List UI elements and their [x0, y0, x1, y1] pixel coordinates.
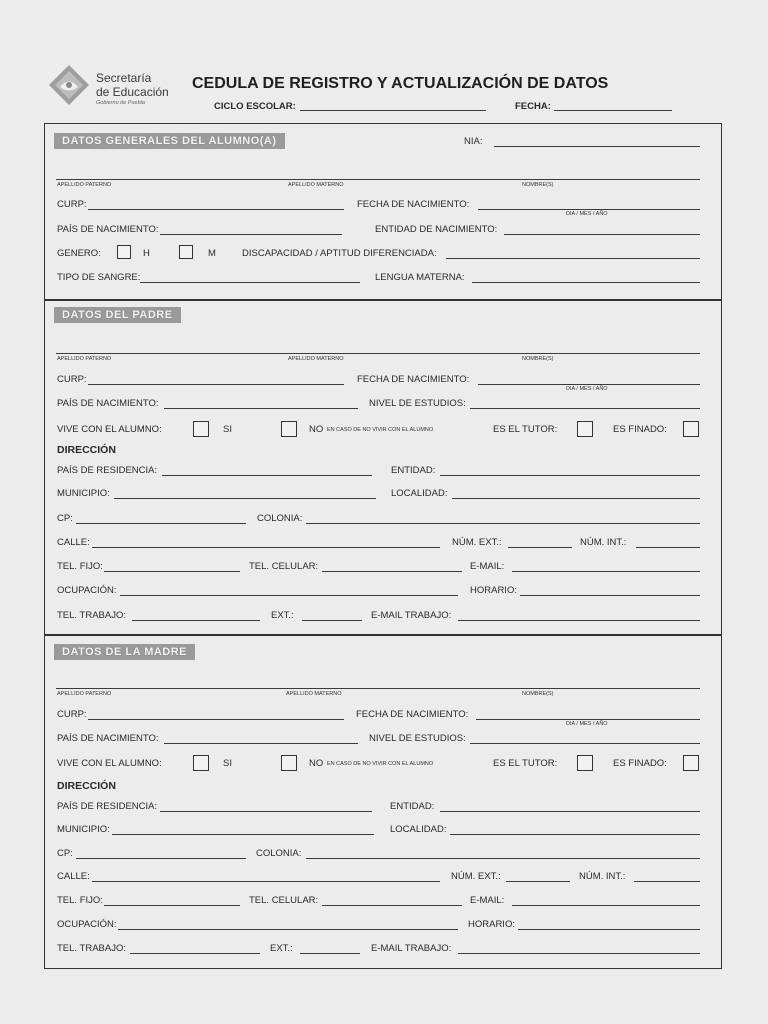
padre-tel-celular-label: TEL. CELULAR: — [249, 561, 319, 572]
madre-curp-label: CURP: — [57, 709, 87, 720]
padre-tel-fijo-label: TEL. FIJO: — [57, 561, 103, 572]
madre-vive-si-checkbox[interactable] — [193, 755, 209, 771]
apellido-materno-caption: APELLIDO MATERNO — [288, 182, 344, 188]
madre-localidad-field[interactable] — [450, 834, 700, 835]
madre-tel-fijo-label: TEL. FIJO: — [57, 895, 103, 906]
padre-ext-label: EXT.: — [271, 610, 294, 621]
padre-entidad-field[interactable] — [440, 475, 700, 476]
secretaria-logo-icon — [48, 64, 90, 106]
madre-entidad-field[interactable] — [440, 811, 700, 812]
padre-calle-field[interactable] — [92, 547, 440, 548]
entidad-nacimiento-label: ENTIDAD DE NACIMIENTO: — [375, 224, 498, 235]
madre-pais-residencia-label: PAÍS DE RESIDENCIA: — [57, 801, 158, 812]
padre-tel-celular-field[interactable] — [322, 571, 462, 572]
ciclo-label: CICLO ESCOLAR: — [214, 101, 296, 112]
madre-vive-label: VIVE CON EL ALUMNO: — [57, 758, 162, 769]
padre-apellido-paterno-caption: APELLIDO PATERNO — [57, 356, 112, 362]
madre-email-trabajo-label: E-MAIL TRABAJO: — [371, 943, 452, 954]
padre-cp-label: CP: — [57, 513, 73, 524]
dia-mes-ano-caption: DIA / MES / AÑO — [566, 211, 608, 217]
nia-field[interactable] — [494, 146, 700, 147]
padre-name-field[interactable] — [56, 353, 700, 354]
madre-si-label: SI — [223, 758, 232, 769]
madre-colonia-field[interactable] — [306, 858, 700, 859]
padre-num-ext-field[interactable] — [508, 547, 572, 548]
madre-tutor-label: ES EL TUTOR: — [493, 758, 558, 769]
fecha-nacimiento-label: FECHA DE NACIMIENTO: — [357, 199, 470, 210]
padre-email-trabajo-field[interactable] — [458, 620, 700, 621]
madre-tel-fijo-field[interactable] — [104, 905, 240, 906]
padre-pais-residencia-field[interactable] — [162, 475, 372, 476]
padre-ocupacion-field[interactable] — [120, 595, 458, 596]
madre-pais-residencia-field[interactable] — [160, 811, 372, 812]
padre-municipio-field[interactable] — [114, 498, 376, 499]
padre-tutor-label: ES EL TUTOR: — [493, 424, 558, 435]
madre-fecha-nacimiento-field[interactable] — [476, 719, 700, 720]
padre-fecha-nacimiento-field[interactable] — [478, 384, 700, 385]
madre-tel-celular-label: TEL. CELULAR: — [249, 895, 319, 906]
logo-line-2: de Educación — [96, 85, 169, 99]
madre-dia-mes-ano-caption: DIA / MES / AÑO — [566, 721, 608, 727]
madre-fecha-nacimiento-label: FECHA DE NACIMIENTO: — [356, 709, 469, 720]
madre-nombres-caption: NOMBRE(S) — [522, 691, 554, 697]
madre-finado-label: ES FINADO: — [613, 758, 667, 769]
padre-entidad-label: ENTIDAD: — [391, 465, 436, 476]
madre-calle-label: CALLE: — [57, 871, 90, 882]
padre-nombres-caption: NOMBRE(S) — [522, 356, 554, 362]
padre-dia-mes-ano-caption: DIA / MES / AÑO — [566, 386, 608, 392]
padre-horario-field[interactable] — [520, 595, 700, 596]
madre-municipio-label: MUNICIPIO: — [57, 824, 110, 835]
logo-line-3: Gobierno de Puebla — [96, 100, 145, 106]
padre-email-field[interactable] — [512, 571, 700, 572]
madre-cp-label: CP: — [57, 848, 73, 859]
madre-direccion-heading: DIRECCIÓN — [57, 780, 116, 792]
curp-label: CURP: — [57, 199, 87, 210]
fecha-nacimiento-field[interactable] — [478, 209, 700, 210]
padre-finado-checkbox[interactable] — [683, 421, 699, 437]
padre-num-int-field[interactable] — [636, 547, 700, 548]
padre-direccion-heading: DIRECCIÓN — [57, 444, 116, 456]
madre-ocupacion-field[interactable] — [118, 929, 458, 930]
fecha-field[interactable] — [554, 110, 672, 111]
nombres-caption: NOMBRE(S) — [522, 182, 554, 188]
madre-localidad-label: LOCALIDAD: — [390, 824, 447, 835]
padre-no-note: EN CASO DE NO VIVIR CON EL ALUMNO — [327, 427, 434, 433]
genero-h-label: H — [143, 248, 150, 259]
madre-heading: DATOS DE LA MADRE — [54, 644, 195, 660]
nia-label: NIA: — [464, 136, 483, 147]
pais-nacimiento-field[interactable] — [160, 234, 342, 235]
padre-finado-label: ES FINADO: — [613, 424, 667, 435]
madre-vive-no-checkbox[interactable] — [281, 755, 297, 771]
madre-name-field[interactable] — [56, 688, 700, 689]
madre-email-label: E-MAIL: — [470, 895, 505, 906]
padre-vive-no-checkbox[interactable] — [281, 421, 297, 437]
padre-municipio-label: MUNICIPIO: — [57, 488, 110, 499]
padre-num-ext-label: NÚM. EXT.: — [452, 537, 502, 548]
madre-ext-field[interactable] — [300, 953, 360, 954]
madre-calle-field[interactable] — [92, 881, 440, 882]
padre-fecha-nacimiento-label: FECHA DE NACIMIENTO: — [357, 374, 470, 385]
genero-m-checkbox[interactable] — [179, 245, 193, 259]
madre-ocupacion-label: OCUPACIÓN: — [57, 919, 117, 930]
madre-tel-trabajo-field[interactable] — [130, 953, 260, 954]
madre-email-field[interactable] — [512, 905, 700, 906]
padre-heading: DATOS DEL PADRE — [54, 307, 181, 323]
padre-pais-residencia-label: PAÍS DE RESIDENCIA: — [57, 465, 158, 476]
alumno-name-field[interactable] — [56, 179, 700, 180]
padre-si-label: SI — [223, 424, 232, 435]
madre-colonia-label: COLONIA: — [256, 848, 302, 859]
lengua-materna-field[interactable] — [472, 282, 700, 283]
lengua-materna-label: LENGUA MATERNA: — [375, 272, 465, 283]
discapacidad-label: DISCAPACIDAD / APTITUD DIFERENCIADA: — [242, 248, 437, 259]
padre-horario-label: HORARIO: — [470, 585, 517, 596]
madre-tel-celular-field[interactable] — [322, 905, 462, 906]
padre-tel-trabajo-label: TEL. TRABAJO: — [57, 610, 126, 621]
madre-horario-field[interactable] — [518, 929, 700, 930]
madre-ext-label: EXT.: — [270, 943, 293, 954]
genero-label: GENERO: — [57, 248, 101, 259]
madre-nivel-estudios-field[interactable] — [470, 743, 700, 744]
entidad-nacimiento-field[interactable] — [504, 234, 700, 235]
padre-calle-label: CALLE: — [57, 537, 90, 548]
fecha-label: FECHA: — [515, 101, 551, 112]
padre-pais-nacimiento-label: PAÍS DE NACIMIENTO: — [57, 398, 159, 409]
madre-tel-trabajo-label: TEL. TRABAJO: — [57, 943, 126, 954]
madre-horario-label: HORARIO: — [468, 919, 515, 930]
madre-num-ext-field[interactable] — [506, 881, 570, 882]
padre-email-label: E-MAIL: — [470, 561, 505, 572]
padre-nivel-estudios-field[interactable] — [470, 408, 700, 409]
madre-entidad-label: ENTIDAD: — [390, 801, 435, 812]
madre-no-label: NO — [309, 758, 324, 769]
curp-field[interactable] — [88, 209, 344, 210]
madre-no-note: EN CASO DE NO VIVIR CON EL ALUMNO — [327, 761, 434, 767]
padre-email-trabajo-label: E-MAIL TRABAJO: — [371, 610, 452, 621]
ciclo-field[interactable] — [300, 110, 486, 111]
padre-ext-field[interactable] — [302, 620, 362, 621]
madre-tutor-checkbox[interactable] — [577, 755, 593, 771]
madre-num-int-label: NÚM. INT.: — [579, 871, 626, 882]
alumno-heading: DATOS GENERALES DEL ALUMNO(A) — [54, 133, 285, 149]
padre-localidad-label: LOCALIDAD: — [391, 488, 448, 499]
padre-tutor-checkbox[interactable] — [577, 421, 593, 437]
genero-h-checkbox[interactable] — [117, 245, 131, 259]
tipo-sangre-label: TIPO DE SANGRE: — [57, 272, 141, 283]
madre-num-ext-label: NÚM. EXT.: — [451, 871, 501, 882]
discapacidad-field[interactable] — [446, 258, 700, 259]
padre-localidad-field[interactable] — [452, 498, 700, 499]
padre-tel-fijo-field[interactable] — [104, 571, 240, 572]
padre-vive-label: VIVE CON EL ALUMNO: — [57, 424, 162, 435]
pais-nacimiento-label: PAÍS DE NACIMIENTO: — [57, 224, 159, 235]
madre-num-int-field[interactable] — [634, 881, 700, 882]
padre-pais-nacimiento-field[interactable] — [164, 408, 358, 409]
padre-curp-field[interactable] — [88, 384, 344, 385]
madre-cp-field[interactable] — [76, 858, 246, 859]
padre-tel-trabajo-field[interactable] — [132, 620, 260, 621]
madre-finado-checkbox[interactable] — [683, 755, 699, 771]
madre-apellido-paterno-caption: APELLIDO PATERNO — [57, 691, 112, 697]
padre-ocupacion-label: OCUPACIÓN: — [57, 585, 117, 596]
apellido-paterno-caption: APELLIDO PATERNO — [57, 182, 112, 188]
form-title: CEDULA DE REGISTRO Y ACTUALIZACIÓN DE DATOS — [192, 75, 609, 92]
logo-line-1: Secretaría — [96, 71, 152, 85]
madre-pais-nacimiento-label: PAÍS DE NACIMIENTO: — [57, 733, 159, 744]
padre-colonia-label: COLONIA: — [257, 513, 303, 524]
madre-curp-field[interactable] — [88, 719, 344, 720]
padre-num-int-label: NÚM. INT.: — [580, 537, 627, 548]
madre-municipio-field[interactable] — [112, 834, 374, 835]
tipo-sangre-field[interactable] — [140, 282, 360, 283]
padre-apellido-materno-caption: APELLIDO MATERNO — [288, 356, 344, 362]
madre-email-trabajo-field[interactable] — [458, 953, 700, 954]
padre-curp-label: CURP: — [57, 374, 87, 385]
padre-cp-field[interactable] — [76, 523, 246, 524]
padre-nivel-estudios-label: NIVEL DE ESTUDIOS: — [369, 398, 466, 409]
padre-colonia-field[interactable] — [306, 523, 700, 524]
padre-no-label: NO — [309, 424, 324, 435]
madre-nivel-estudios-label: NIVEL DE ESTUDIOS: — [369, 733, 466, 744]
padre-vive-si-checkbox[interactable] — [193, 421, 209, 437]
madre-pais-nacimiento-field[interactable] — [164, 743, 358, 744]
madre-apellido-materno-caption: APELLIDO MATERNO — [286, 691, 342, 697]
genero-m-label: M — [208, 248, 216, 259]
